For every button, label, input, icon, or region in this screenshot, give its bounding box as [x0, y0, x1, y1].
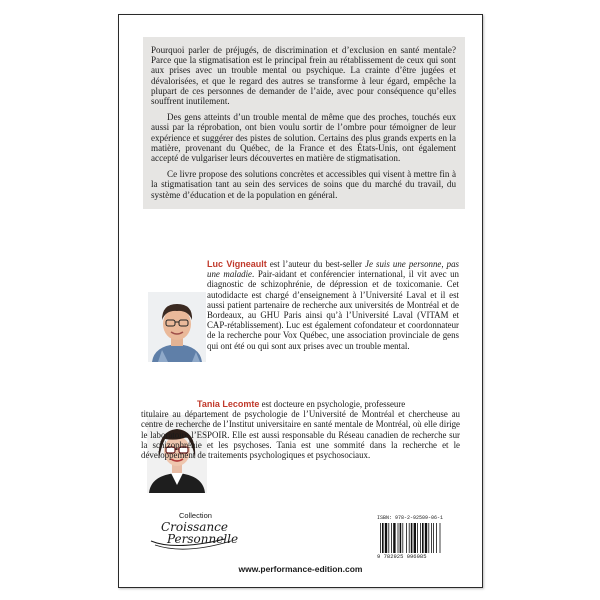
- barcode-bar: [428, 523, 429, 553]
- collection-label: Collection: [179, 511, 212, 520]
- barcode-bar: [402, 523, 403, 553]
- collection-logo: [145, 511, 237, 555]
- author2-bio: [141, 399, 460, 461]
- barcode-bar: [425, 523, 427, 553]
- barcode-bar: [409, 523, 410, 553]
- intro-paragraph-1: Pourquoi parler de préjugés, de discrimination et d’exclusion en santé mentale? Parce que la stigmatisation est le principal frein au rétablissement de ceux qui sont aux prises avec un trouble mental ou psychique. La crainte d’être jugées et dévalorisées, et que le regard des autres se transforme à leur égard, empêche la plupart de ces personnes de demander de l’aide, avec pour conséquence qu’elles souffrent inutilement.: [151, 45, 456, 107]
- author1-name: Luc Vigneault: [207, 259, 267, 269]
- author1-photo: [148, 292, 206, 362]
- barcode-bar: [388, 523, 389, 553]
- barcode-bar: [400, 523, 402, 553]
- author1-text-after-title: . Pair-aidant et conférencier international, il vit avec un diagnostic de schizophrénie, de dépression et de toxicomanie. Cet autodidacte est chargé d’enseignement à l’Université Laval et il est aussi patient partenaire de recherche aux universités de Montréal et de Bordeaux, au GHU Paris ainsi qu’à l’Université Laval (VITAM et CAP-rétablissement). Luc est également cofondateur et coordonnateur de la recherche pour Vox Québec, une association provinciale de gens qui ont été ou qui sont aux prises avec un trouble mental.: [207, 269, 459, 351]
- book-back-cover: [118, 14, 483, 588]
- barcode-bar: [414, 523, 416, 553]
- author2-text-rest: titulaire au département de psychologie de l’Université de Montréal et chercheuse au centre de recherche de l’Institut universitaire en santé mentale de Montréal, où elle dirige le laboratoire l’ESPOIR. Elle est aussi responsable du Réseau canadien de recherche sur la schizophrénie et les psychoses. Tania est une sommité dans la recherche et le développement de traitements psychologiques et psychosociaux.: [141, 409, 460, 461]
- barcode-digits: 9 782925 096085: [377, 553, 427, 560]
- author2-name: Tania Lecomte: [197, 399, 260, 409]
- barcode-bar: [431, 523, 432, 553]
- barcode-bars: [379, 523, 461, 553]
- barcode-bar: [385, 523, 387, 553]
- barcode-bar: [380, 523, 381, 553]
- author1-book-title: Je suis une personne, pas une maladie: [207, 259, 460, 280]
- barcode-bar: [406, 523, 407, 553]
- collection-line-1: Croissance: [161, 520, 229, 534]
- author1-text-before-title: est l’auteur du best-seller: [266, 259, 366, 269]
- barcode-bar: [433, 523, 434, 553]
- barcode-bar: [398, 523, 399, 553]
- barcode-bar: [391, 523, 392, 553]
- author2-text-first: est docteure en psychologie, professeure: [259, 399, 406, 409]
- publisher-website: www.performance-edition.com: [238, 564, 363, 574]
- isbn-text: ISBN: 978-2-92509-06-1: [377, 515, 444, 521]
- author1-bio: [207, 259, 459, 351]
- barcode-bar: [436, 523, 437, 553]
- intro-paragraph-3: Ce livre propose des solutions concrètes et accessibles qui visent à mettre fin à la stigmatisation tant au sein des services de soins que du marché du travail, du système d’éducation et de la population en général.: [151, 169, 456, 200]
- barcode-bar: [440, 523, 441, 553]
- barcode-bar: [411, 523, 413, 553]
- barcode-bar: [422, 523, 424, 553]
- barcode-bar: [417, 523, 418, 553]
- barcode-bar: [393, 523, 395, 553]
- intro-paragraph-2: Des gens atteints d’un trouble mental de même que des proches, touchés eux aussi par la réprobation, ont bien voulu sortir de l’ombre pour témoigner de leur expérience et suggérer des pistes de solution. Certains des plus grands experts en la matière, provenant du Québec, de la France et des États-Unis, ont également accepté de vulgariser leurs découvertes en matière de stigmatisation.: [151, 112, 456, 164]
- collection-line-2: Personnelle: [167, 532, 239, 546]
- barcode-bar: [382, 523, 384, 553]
- barcode-bar: [420, 523, 421, 553]
- barcode: [377, 515, 463, 559]
- intro-box: [143, 37, 465, 209]
